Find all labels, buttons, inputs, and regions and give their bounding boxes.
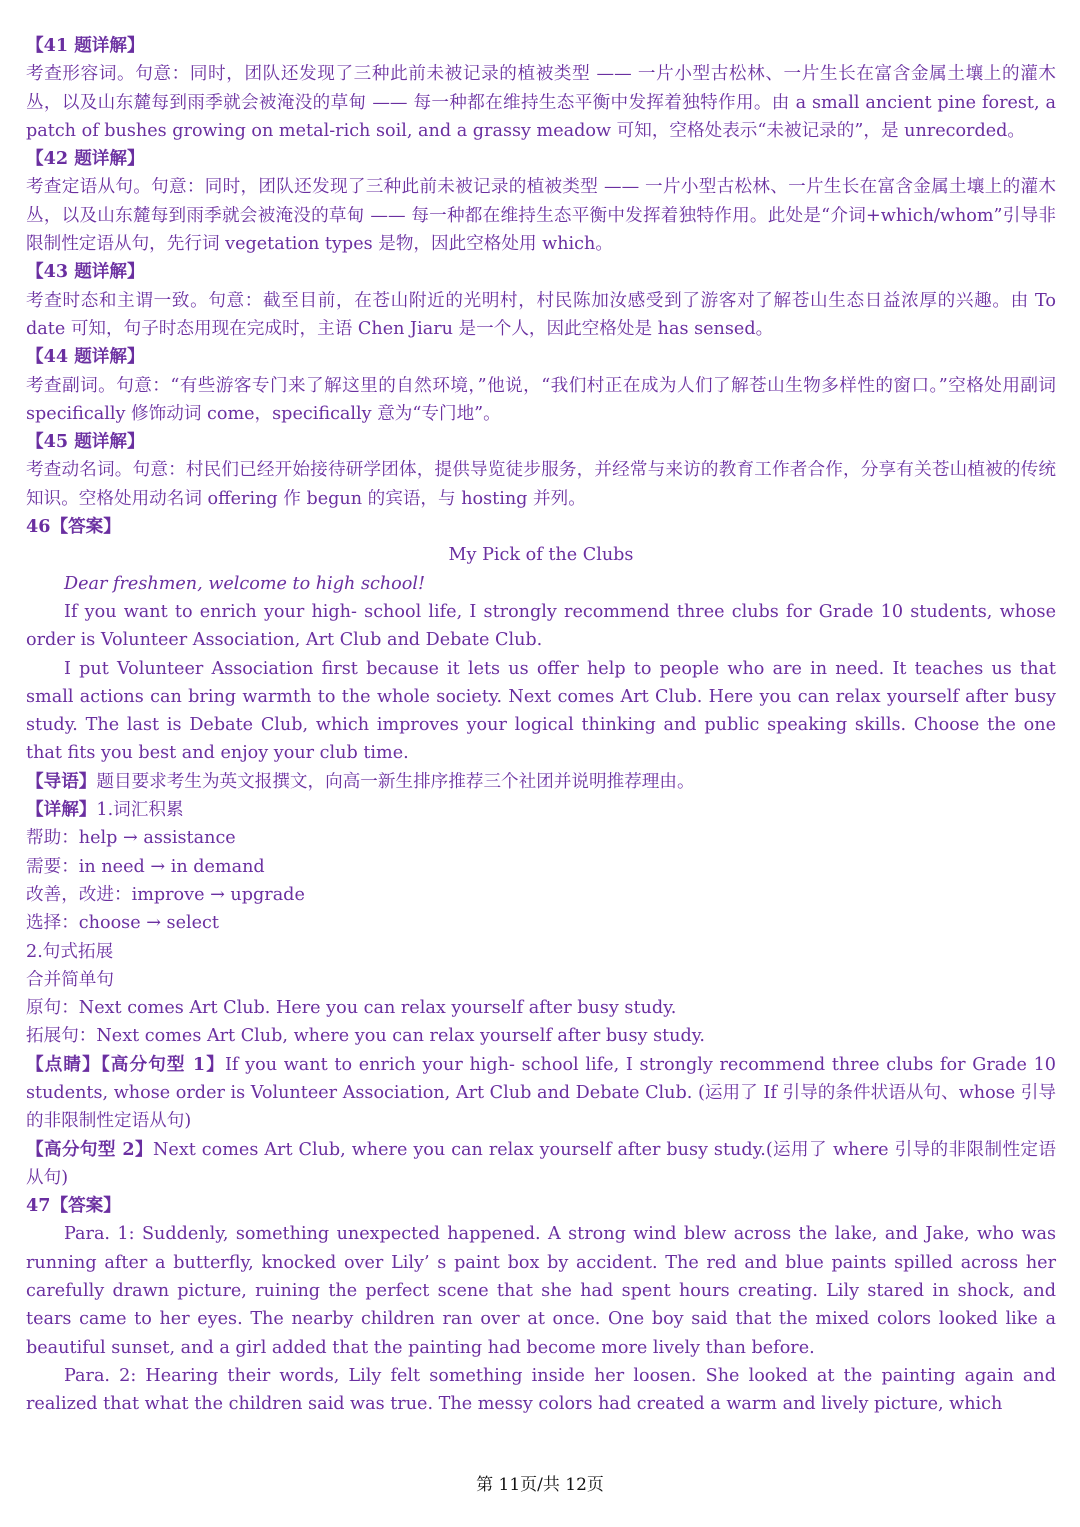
detail-label: 【详解】 [26,799,97,821]
vocab-item [26,853,1056,881]
essay-paragraph-2: I put Volunteer Association first because it lets us offer help to people who are in need. It teaches us that small actions can bring warmth to the whole society. Next comes Art Club. Here you can relax yourself after busy study. The last is Debate Club, which improves your logical thinking and public speaking skills. Choose the one that fits you best and enjoy your club time. [26,658,1056,764]
vocab-cn: 需要： [26,856,79,877]
vocab-en: help → assistance [78,828,236,849]
q45-heading: 【45 题详解】 [26,431,145,453]
syntax-title: 2.句式拓展 [26,941,114,962]
document-body [26,32,1056,1419]
story-paragraph-1: Para. 1: Suddenly, something unexpected happened. A strong wind blew across the lake, and Jake, who was running after a butterfly, knocked over Lily’ s paint box by accident. The red and blue paints spilled across her carefully drawn picture, ruining the perfect scene that she had spent hours creating. Lily stared in shock, and tears came to her eyes. The nearby children ran over at once. One boy said that the mixed colors looked like a beautiful sunset, and a girl added that the painting had become more lively than before. [26,1224,1056,1358]
original-text: Next comes Art Club. Here you can relax yourself after busy study. [78,998,677,1019]
q44-explanation: 考查副词。句意：“有些游客专门来了解这里的自然环境，”他说，“我们村正在成为人们了解苍山生物多样性的窗口。”空格处用副词 specifically 修饰动词 come，specifically 意为“专门地”。 [26,375,1056,424]
extended-label: 拓展句： [26,1026,97,1047]
essay-greeting: Dear freshmen, welcome to high school! [64,573,426,594]
q42-explanation: 考查定语从句。句意：同时，团队还发现了三种此前未被记录的植被类型 —— 一片小型古松林、一片生长在富含金属土壤上的灌木丛，以及山东麓每到雨季就会被淹没的草甸 —— 每一种都在维持生态平衡中发挥着独特作用。此处是“介词+which/whom”引导非限制性定语从句，先行词 vegetation types 是物，因此空格处用 which。 [26,177,1056,255]
syntax-subtitle: 合并简单句 [26,969,114,990]
q44-heading: 【44 题详解】 [26,346,145,368]
page-number-footer: 第 11页/共 12页 [476,1475,604,1495]
q41-heading: 【41 题详解】 [26,35,145,56]
extended-sentence [26,1022,1056,1050]
q42-heading: 【42 题详解】 [26,148,145,170]
high-score-pattern-1 [26,1051,1056,1136]
vocab-title: 1.词汇积累 [96,800,184,821]
hs1-text: If you want to enrich your high- school life, I strongly recommend three clubs for Grade 10 students, whose order is Volunteer Association, Art Club and Debate Club. [26,1054,1056,1103]
tip-label: 【点睛】 [26,1053,101,1075]
essay-paragraph-1: If you want to enrich your high- school life, I strongly recommend three clubs for Grade 10 students, whose order is Volunteer Association, Art Club and Debate Club. [26,601,1056,651]
vocab-en: in need → in demand [78,856,265,877]
vocab-cn: 改善，改进： [26,884,132,905]
q43-heading: 【43 题详解】 [26,261,145,283]
q45-explanation: 考查动名词。句意：村民们已经开始接待研学团体，提供导览徒步服务，并经常与来访的教育工作者合作，分享有关苍山植被的传统知识。空格处用动名词 offering 作 begun 的宾语，与 hosting 并列。 [26,460,1056,509]
vocab-cn: 选择： [26,913,79,934]
detail-line [26,796,1056,824]
vocab-item [26,909,1056,937]
vocab-en: choose → select [78,913,219,934]
extended-text: Next comes Art Club, where you can relax yourself after busy study. [96,1026,705,1047]
hs1-label: 【高分句型 1】 [100,1053,225,1075]
hs2-label: 【高分句型 2】 [26,1138,154,1160]
hs1-note: (运用了 If 引导的条件状语从句、whose 引导的非限制性定语从句) [26,1082,1057,1132]
guide-label: 【导语】 [26,770,97,792]
q46-heading: 46【答案】 [26,516,121,538]
hs2-text: Next comes Art Club, where you can relax yourself after busy study. [153,1139,766,1160]
vocab-en: improve → upgrade [131,884,305,905]
guide-line [26,768,1056,796]
guide-text: 题目要求考生为英文报撰文，向高一新生排序推荐三个社团并说明推荐理由。 [96,771,695,792]
high-score-pattern-2 [26,1136,1056,1193]
q43-explanation: 考查时态和主谓一致。句意：截至目前，在苍山附近的光明村，村民陈加汝感受到了游客对了解苍山生态日益浓厚的兴趣。由 To date 可知，句子时态用现在完成时，主语 Chen Jiaru 是一个人，因此空格处是 has sensed。 [26,290,1056,339]
original-label: 原句： [26,998,79,1019]
q47-heading: 47【答案】 [26,1195,121,1217]
essay-title: My Pick of the Clubs [448,545,634,566]
story-paragraph-2: Para. 2: Hearing their words, Lily felt something inside her loosen. She looked at the painting again and realized that what the children said was true. The messy colors had created a warm and lively picture, which [26,1365,1056,1415]
vocab-item [26,824,1056,852]
original-sentence [26,994,1056,1022]
vocab-item [26,881,1056,909]
vocab-cn: 帮助： [26,828,79,849]
hs2-note: (运用了 where 引导的非限制性定语从句) [26,1139,1056,1188]
q41-explanation: 考查形容词。句意：同时，团队还发现了三种此前未被记录的植被类型 —— 一片小型古松林、一片生长在富含金属土壤上的灌木丛，以及山东麓每到雨季就会被淹没的草甸 —— 每一种都在维持生态平衡中发挥着独特作用。由 a small ancient pine forest, a patch of bushes growing on metal-rich soil, and a grassy meadow 可知，空格处表示“未被记录的”，是 unrecorded。 [26,64,1056,141]
